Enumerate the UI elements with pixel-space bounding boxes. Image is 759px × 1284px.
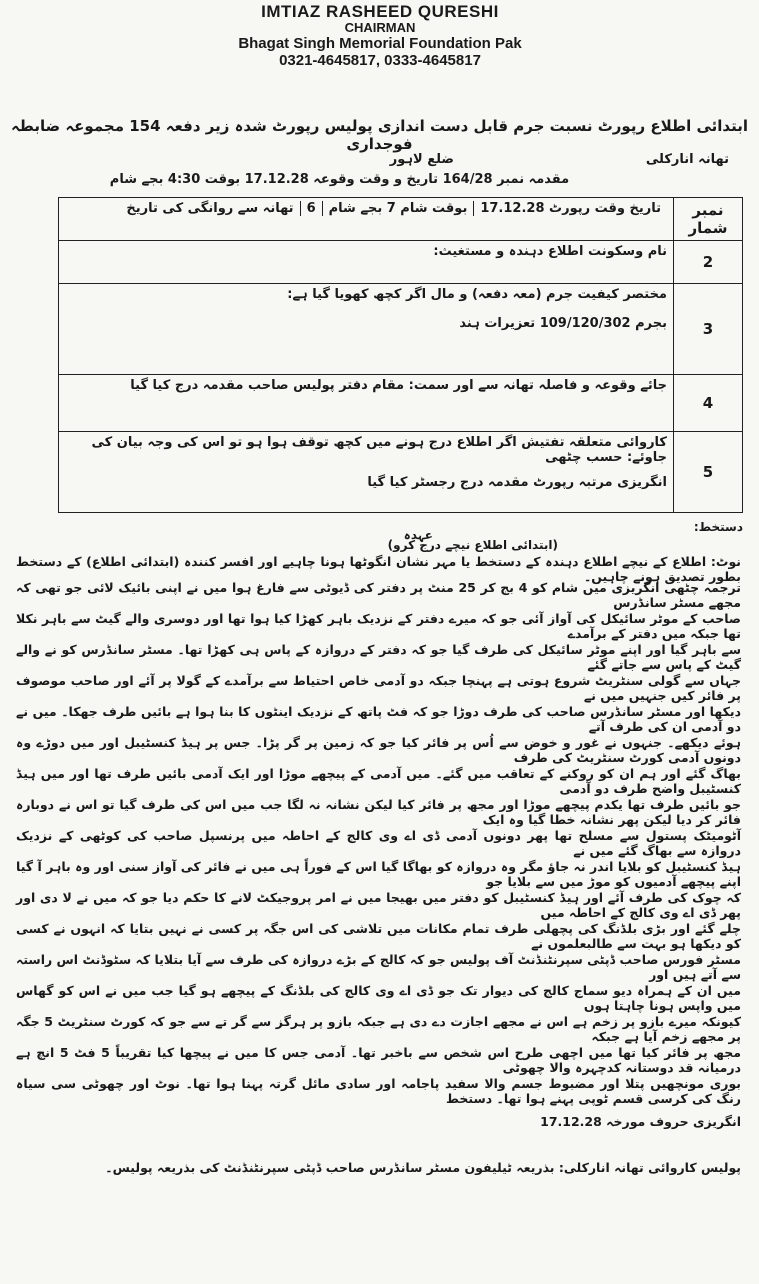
body-line: ہوئے دیکھے۔ جنہوں نے غور و خوض سے اُس پر فائر کیا جو کہ زمین پر گر پڑا۔ جس پر ہیڈ کنسٹیبل اور میں دوڑے وہ دونوں آدمی کورٹ سنٹریٹ کی طرف <box>16 735 741 765</box>
header-serial: نمبر شمار <box>674 198 743 241</box>
header-departure-date: تھانہ سے روانگی کی تاریخ <box>126 201 294 216</box>
row-text: جائے وقوعہ و فاصلہ تھانہ سے اور سمت: مقام دفتر پولیس صاحب مقدمہ درج کیا گیا <box>59 375 674 432</box>
body-line: دیکھا اور مسٹر سانڈرس صاحب کی طرف دوڑا جو کہ فٹ پاتھ کے نزدیک اینٹوں کا بنا ہوا ہے بائیں طرف جھکا۔ میں نے دو آدمی ان کی طرف آتے <box>16 704 741 734</box>
header-details-cell <box>59 198 674 241</box>
row-text: مختصر کیفیت جرم (معہ دفعہ) و مال اگر کچھ کھویا گیا ہے: <box>287 287 667 302</box>
district: ضلع لاہور <box>389 152 454 167</box>
table-row <box>59 241 743 284</box>
chairman-stamp <box>150 2 610 69</box>
body-line: انگریزی حروف مورخہ 17.12.28 <box>540 1114 741 1129</box>
stamp-role: CHAIRMAN <box>344 20 416 35</box>
body-line: مجھ پر فائر کیا تھا میں اچھی طرح اس شخص سے باخبر تھا۔ آدمی جس کا میں نے پیچھا کیا تقریباً 5 فٹ 5 انچ ہے درمیانہ قد دوستانہ کدچہرہ والا چھوٹی <box>16 1045 741 1075</box>
row-text: نام وسکونت اطلاع دہندہ و مستغیث: <box>59 241 674 284</box>
signature-label: دستخط: <box>693 520 743 534</box>
table-header-row <box>59 198 743 241</box>
rank-label: عہدہ <box>403 528 433 542</box>
body-line: چلے گئے اور بڑی بلڈنگ کی پچھلی طرف تمام مکانات میں تلاشی کی اس جگہ پر کسی نے نہیں بتایا کہ انہوں نے کسی کو دیکھا ہو بہت سے طالبعلموں نے <box>16 921 741 951</box>
header-report-date: تاریخ وقت رپورٹ 17.12.28 <box>473 201 667 216</box>
row-number: 4 <box>674 375 743 432</box>
row-text: کاروائی متعلقہ تفتیش اگر اطلاع درج ہونے میں کچھ توقف ہوا ہو تو اس کی وجہ بیان کی جاوئے: حسب چٹھی <box>91 435 667 465</box>
body-line: بوری مونچھیں پتلا اور مضبوط جسم والا سفید پاجامہ اور سادی مائل گرتہ پہنا ہوا تھا۔ نوٹ اور چھوٹی سی سیاہ رنگ کی کرسی قسم ٹوپی پہنے ہوا تھا۔ دستخط <box>16 1076 741 1106</box>
row-cell <box>59 284 674 375</box>
body-line: جہاں سے گولی سنٹریٹ شروع ہوتی ہے پہنچا جبکہ دو آدمی خاص احتیاط سے برآمدے کے گولا پر آئے اور صاحب موصوف پر فائر کیں جنہیں میں نے <box>16 673 741 703</box>
signature-area <box>58 520 743 552</box>
body-line: سے باہر گیا اور اپنے موٹر سائیکل کی طرف گیا جو کہ دفتر کے دروازہ کے پاس ہی کھڑا تھا۔ مسٹر سانڈرس کو نے والے گیٹ کے پاس سے جاتے گئے <box>16 642 741 672</box>
body-line: صاحب کے موٹر سائیکل کی آواز آئی جو کہ میرے دفتر کے نزدیک باہر کھڑا کیا ہوا تھا اور دوسری والے گیٹ سے باہر نکلا تھا جبکہ میں دفتر کے برآمدے <box>16 611 741 641</box>
stamp-organization: Bhagat Singh Memorial Foundation Pak <box>238 35 522 52</box>
row-number: 5 <box>674 432 743 513</box>
row-number: 3 <box>674 284 743 375</box>
case-details: مقدمہ نمبر 164/28 تاریخ و وقت وقوعہ 17.12.28 بوقت 4:30 بجے شام <box>109 172 570 187</box>
body-line: آٹومیٹک پستول سے مسلح تھا پھر دونوں آدمی ڈی اے وی کالج کے احاطہ میں پرنسپل صاحب کی کوٹھی کے نزدیک دروازہ سے بھاگ گئے میں نے <box>16 828 741 858</box>
header-six: 6 <box>300 201 322 216</box>
body-line: مسٹر فورس صاحب ڈپٹی سپرنٹنڈنٹ آف پولیس جو کہ کالج کے بڑے دروازہ کی طرف سے آیا بتلایا کہ سٹوڈنٹ اس راستہ سے آتے ہیں اور <box>16 952 741 982</box>
row-text-secondary: انگریزی مرتبہ رپورٹ مقدمہ درج رجسٹر کیا گیا <box>367 475 667 490</box>
body-line: کیونکہ میرے بازو پر زخم ہے اس نے مجھے اجازت دے دی ہے جبکہ بازو پر ہرگز سے گر تے سے جو کہ کورٹ سنٹریٹ 5 جگہ پر مجھے زخم آیا ہے جبکہ <box>16 1014 741 1044</box>
police-station: تھانہ انارکلی <box>645 152 729 167</box>
stamp-phone: 0321-4645817, 0333-4645817 <box>279 52 481 69</box>
header-report-time: بوقت شام 7 بجے شام <box>322 201 474 216</box>
table-row <box>59 284 743 375</box>
body-line: کہ چوک کی طرف آئے اور ہیڈ کنسٹیبل کو دفتر میں بھیجا میں نے امر پروجیکٹ لانے کا حکم دیا جو کہ میں نے لا دی اور پھر ڈی اے وی کالج کے احاطہ میں <box>16 890 741 920</box>
row-cell <box>59 432 674 513</box>
report-meta <box>20 152 739 192</box>
stamp-name: IMTIAZ RASHEED QURESHI <box>261 2 499 21</box>
body-line: بھاگ گئے اور ہم ان کو روکنے کے تعاقب میں گئے۔ میں آدمی کے پیچھے موڑا اور ایک آدمی بائیں طرف تھا اور میں ہیڈ کنسٹیبل واضح طرف دو آدمی <box>16 766 741 796</box>
table-row <box>59 375 743 432</box>
note-text: نوٹ: اطلاع کے نیچے اطلاع دہندہ کے دستخط یا مہر نشان انگوٹھا ہونا چاہیے اور افسر کنندہ (ابتدائی اطلاع) کے دستخط بطور تصدیق ہونے چاہیں۔ <box>16 554 741 584</box>
body-line: ترجمہ چٹھی انگریزی میں شام کو 4 بج کر 25 منٹ پر دفتر کی ڈیوٹی سے فارغ ہوا میں نے اپنی بائیک لائی جو تھی کہ مجھے مسٹر سانڈرس <box>16 580 741 610</box>
body-line: ہیڈ کنسٹیبل کو بلایا اندر نہ جاؤ مگر وہ دروازہ کو بھاگا گیا اس کے فوراً ہی میں نے فائر کی آواز سنی اور وہ باہر آ گیا اپنے پیچھے آدمیوں کو موڑ میں سے بلایا جو <box>16 859 741 889</box>
body-line: جو بائیں طرف تھا یکدم پیچھے موڑا اور مجھ پر فائر کیا لیکن نشانہ نہ لگا جب میں اس کی طرف گیا تو اس نے دوبارہ فائر کر دیا لیکن پھر نشانہ خطا گیا وہ ایک <box>16 797 741 827</box>
body-line: میں ان کے ہمراہ دیو سماج کالج کی دیوار تک جو ڈی اے وی کالج کی بلڈنگ کے پیچھے ہو گیا جب میں نے اس کو گھاس میں واپس ہونا چاہتا ہوں <box>16 983 741 1013</box>
instruction-note: (ابتدائی اطلاع نیچے درج کرو) <box>387 538 558 552</box>
body-line: پولیس کاروائی تھانہ انارکلی: بذریعہ ٹیلیفون مسٹر سانڈرس صاحب ڈپٹی سپرنٹنڈنٹ کی بذریعہ پولیس۔ <box>105 1160 741 1175</box>
report-heading: ابتدائی اطلاع رپورٹ نسبت جرم قابل دست اندازی پولیس رپورٹ شدہ زیر دفعہ 154 مجموعہ ضابطہ فوجداری <box>11 117 748 153</box>
row-text-secondary: بجرم 109/120/302 تعزیرات ہند <box>459 316 667 331</box>
row-number: 2 <box>674 241 743 284</box>
table-row <box>59 432 743 513</box>
report-table <box>58 197 743 513</box>
